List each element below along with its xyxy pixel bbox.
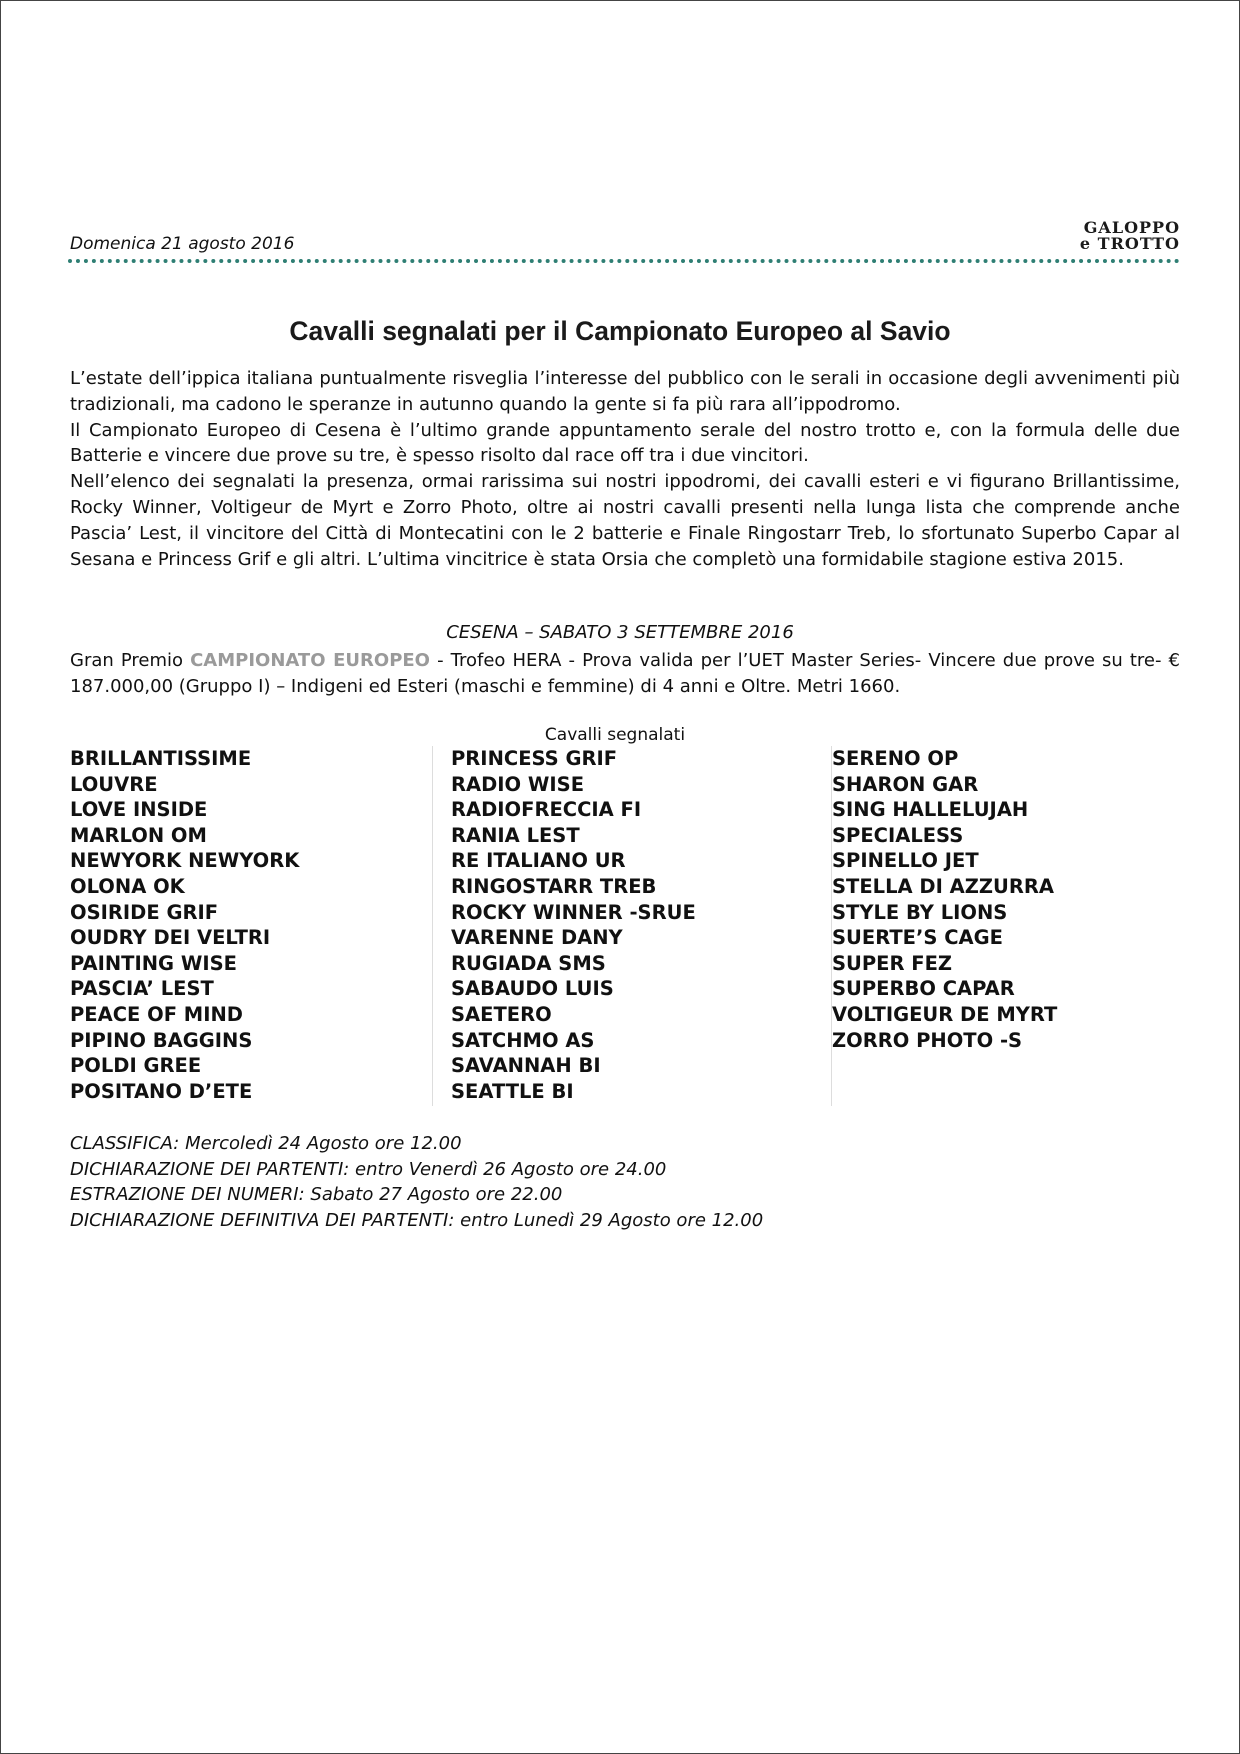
horse-name: RADIO WISE [451, 772, 585, 796]
horse-name: RANIA LEST [451, 823, 580, 847]
article-body [70, 366, 1180, 572]
horse-name: VOLTIGEUR DE MYRT [832, 1002, 1058, 1026]
race-date-line: CESENA – SABATO 3 SETTEMBRE 2016 [446, 622, 794, 643]
schedule-list [70, 1131, 763, 1233]
horse-name: MARLON OM [70, 823, 207, 847]
horse-name: RINGOSTARR TREB [451, 874, 657, 898]
horse-name: SUPERBO CAPAR [832, 977, 1015, 1001]
horse-name: RUGIADA SMS [451, 951, 606, 975]
article-title: Cavalli segnalati per il Campionato Europeo al Savio [289, 316, 951, 346]
horse-name: LOVE INSIDE [70, 798, 208, 822]
horse-name: NEWYORK NEWYORK [70, 849, 300, 873]
race-description [70, 648, 1180, 700]
horse-name: SUPER FEZ [832, 951, 953, 975]
horse-name: RE ITALIANO UR [451, 849, 626, 873]
horse-name: PRINCESS GRIF [451, 747, 618, 770]
horse-name: PIPINO BAGGINS [70, 1028, 253, 1052]
horse-name: OSIRIDE GRIF [70, 900, 219, 924]
paragraph: L’estate dell’ippica italiana puntualmente risveglia l’interesse del pubblico con le serali in occasione degli avvenimenti più tradizionali, ma cadono le speranze in autunno quando la gente si fa più rara all’ippodromo. [70, 368, 1180, 415]
horse-name: RADIOFRECCIA FI [451, 798, 642, 822]
horse-list-title: Cavalli segnalati [544, 725, 686, 745]
horse-name: SUERTE’S CAGE [832, 926, 1003, 950]
race-name-highlight: CAMPIONATO EUROPEO [190, 650, 430, 671]
horse-name: ZORRO PHOTO -S [832, 1028, 1023, 1052]
horse-name: SPECIALESS [832, 823, 964, 847]
logo-line-1: GALOPPO [1083, 218, 1180, 237]
horse-name: SATCHMO AS [451, 1028, 595, 1052]
horse-name: OUDRY DEI VELTRI [70, 926, 271, 950]
logo-line-2: e TROTTO [1079, 234, 1180, 253]
horse-name: LOUVRE [70, 772, 158, 796]
paragraph: Il Campionato Europeo di Cesena è l’ultimo grande appuntamento serale del nostro trotto e, con la formula delle due Batterie e vincere due prove su tre, è spesso risolto dal race off tra i due vincitori. [70, 419, 1180, 467]
horse-name: POLDI GREE [70, 1054, 202, 1078]
horse-name: SAVANNAH BI [451, 1054, 601, 1078]
horse-column-1 [70, 746, 430, 1106]
schedule-item: DICHIARAZIONE DEFINITIVA DEI PARTENTI: entro Lunedì 29 Agosto ore 12.00 [70, 1209, 764, 1231]
race-desc-prefix: Gran Premio [70, 650, 191, 671]
horse-name: PEACE OF MIND [70, 1002, 243, 1026]
horse-name: SPINELLO JET [832, 849, 979, 873]
schedule-item: ESTRAZIONE DEI NUMERI: Sabato 27 Agosto ore 22.00 [70, 1184, 563, 1206]
horse-name: SING HALLELUJAH [832, 798, 1029, 822]
header-divider [68, 259, 1180, 263]
horse-name: PASCIA’ LEST [70, 977, 214, 1001]
paragraph: Nell’elenco dei segnalati la presenza, ormai rarissima sui nostri ippodromi, dei cavalli esteri e vi figurano Brillantissime, Rocky Winner, Voltigeur de Myrt e Zorro Photo, oltre ai nostri cavalli presenti nella lunga lista che comprende anche Pascia’ Lest, il vincitore del Città di Montecatini con le 2 batterie e Finale Ringostarr Treb, lo sfortunato Superbo Capar al Sesana e Princess Grif e gli altri. L’ultima vincitrice è stata Orsia che completò una formidabile stagione estiva 2015. [70, 471, 1180, 570]
horse-name: OLONA OK [70, 874, 185, 898]
horse-name: SHARON GAR [832, 772, 979, 796]
horse-name: POSITANO D’ETE [70, 1079, 253, 1103]
horse-column-3 [832, 746, 1172, 1106]
horse-name: BRILLANTISSIME [70, 747, 252, 770]
schedule-item: DICHIARAZIONE DEI PARTENTI: entro Venerdì 26 Agosto ore 24.00 [70, 1158, 667, 1180]
header-date: Domenica 21 agosto 2016 [70, 234, 295, 254]
horse-name: SAETERO [451, 1002, 552, 1026]
horse-name: STELLA DI AZZURRA [832, 874, 1054, 898]
horse-name: ROCKY WINNER -SRUE [451, 900, 696, 924]
horse-name: SEATTLE BI [451, 1079, 574, 1103]
publication-logo [1074, 220, 1180, 252]
horse-name: STYLE BY LIONS [832, 900, 1008, 924]
horse-name: VARENNE DANY [451, 926, 623, 950]
schedule-item: CLASSIFICA: Mercoledì 24 Agosto ore 12.00 [70, 1133, 462, 1154]
horse-column-2 [432, 746, 832, 1106]
horse-name: SABAUDO LUIS [451, 977, 614, 1001]
horse-name: PAINTING WISE [70, 951, 237, 975]
race-desc-rest: - Trofeo HERA - Prova valida per l’UET Master Series- Vincere due prove su tre- € 187.000,00 (Gruppo I) – Indigeni ed Esteri (maschi e femmine) di 4 anni e Oltre. Metri 1660. [70, 650, 1180, 697]
horse-name: SERENO OP [832, 747, 959, 770]
